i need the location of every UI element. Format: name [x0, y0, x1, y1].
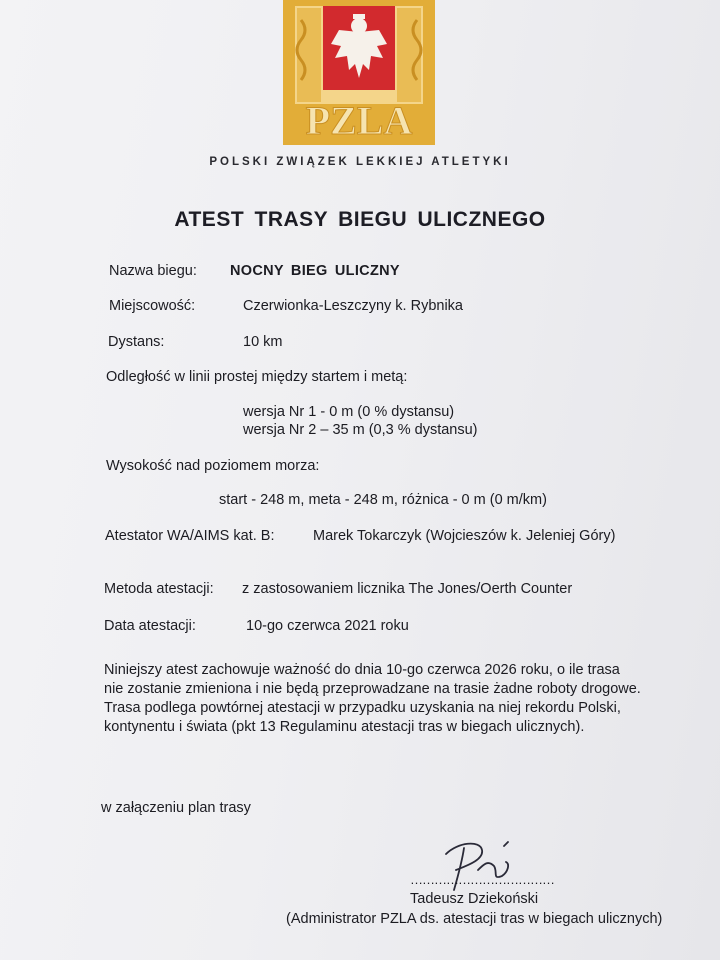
validity-paragraph — [104, 661, 704, 737]
method-label: Metoda atestacji: — [104, 581, 214, 597]
paragraph-line: Niniejszy atest zachowuje ważność do dnia 10-go czerwca 2026 roku, o ile trasa — [104, 662, 620, 678]
distance-label: Dystans: — [108, 334, 165, 350]
pzla-logo — [283, 0, 435, 145]
signature-dots: ……………………………… — [410, 872, 554, 887]
version-1: wersja Nr 1 - 0 m (0 % dystansu) — [243, 404, 455, 420]
handwritten-signature — [408, 836, 568, 896]
svg-text:PZLA: PZLA — [305, 98, 413, 143]
race-name-label: Nazwa biegu: — [109, 263, 197, 279]
document-title: ATEST TRASY BIEGU ULICZNEGO — [174, 208, 546, 231]
elevation-label: Wysokość nad poziomem morza: — [106, 458, 320, 474]
location-label: Miejscowość: — [109, 298, 196, 314]
paragraph-line: Trasa podlega powtórnej atestacji w przypadku uzyskania na niej rekordu Polski, — [104, 700, 621, 716]
date-value: 10-go czerwca 2021 roku — [246, 618, 409, 634]
location-value: Czerwionka-Leszczyny k. Rybnika — [243, 298, 463, 314]
straight-line-label: Odległość w linii prostej między startem i metą: — [106, 369, 408, 385]
paragraph-line: kontynentu i świata (pkt 13 Regulaminu atestacji tras w biegach ulicznych). — [104, 719, 585, 735]
signatory-role: (Administrator PZLA ds. atestacji tras w biegach ulicznych) — [286, 911, 663, 927]
version-2: wersja Nr 2 – 35 m (0,3 % dystansu) — [243, 422, 478, 438]
attachment-note: w załączeniu plan trasy — [101, 800, 251, 816]
method-value: z zastosowaniem licznika The Jones/Oerth Counter — [242, 581, 573, 597]
certifier-value: Marek Tokarczyk (Wojcieszów k. Jeleniej Góry) — [313, 528, 616, 544]
signatory-name: Tadeusz Dziekoński — [410, 891, 539, 907]
race-name-value: NOCNY BIEG ULICZNY — [230, 263, 400, 279]
date-label: Data atestacji: — [104, 618, 196, 634]
distance-value: 10 km — [243, 334, 283, 350]
paragraph-line: nie zostanie zmieniona i nie będą przeprowadzane na trasie żadne roboty drogowe. — [104, 681, 641, 697]
elevation-value: start - 248 m, meta - 248 m, różnica - 0 m (0 m/km) — [219, 492, 547, 508]
certifier-label: Atestator WA/AIMS kat. B: — [105, 528, 275, 544]
organization-name: POLSKI ZWIĄZEK LEKKIEJ ATLETYKI — [209, 156, 511, 168]
